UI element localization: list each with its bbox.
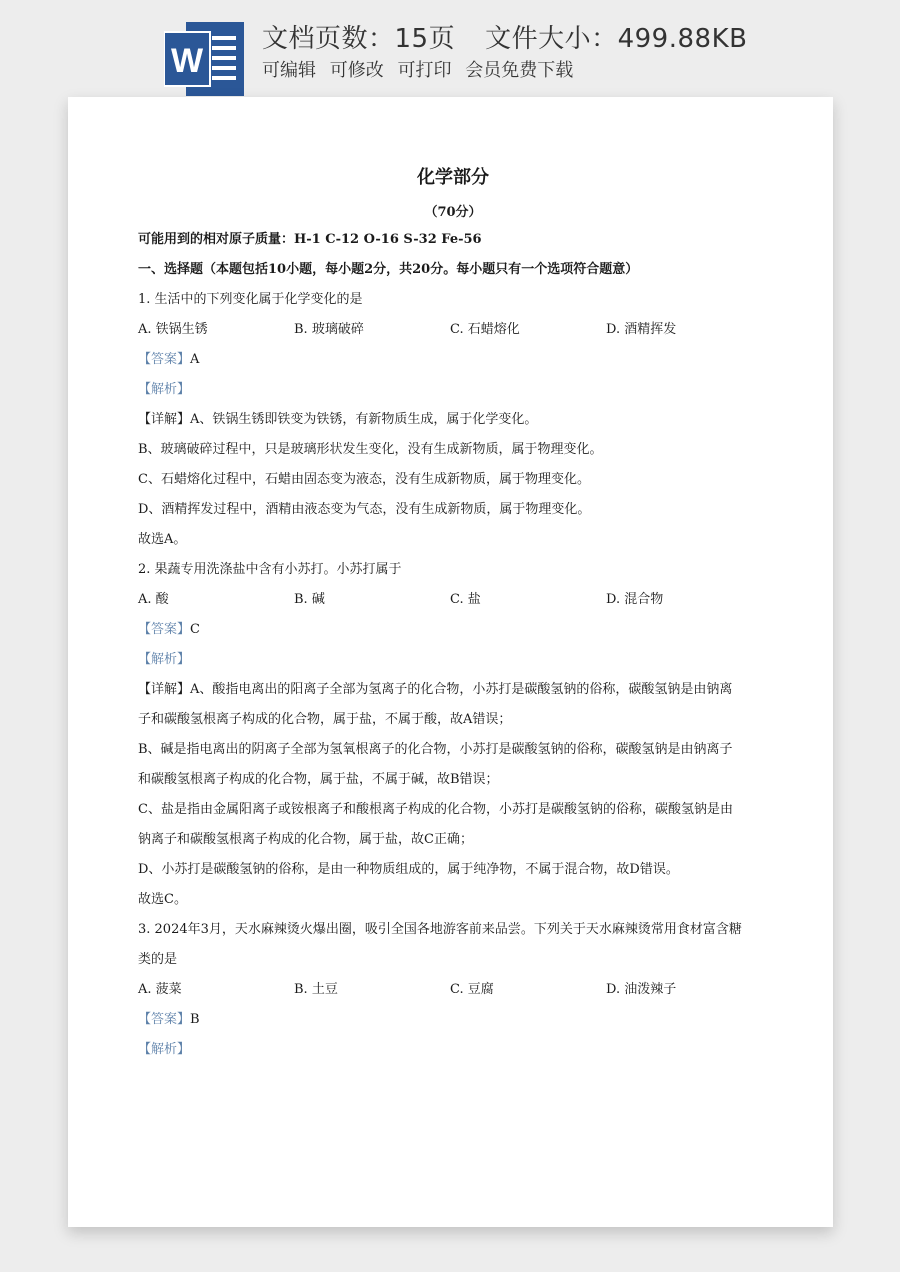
doc-title: 化学部分	[417, 167, 489, 188]
q2-detail-line: 子和碳酸氢根离子构成的化合物，属于盐，不属于酸，故A错误；	[138, 712, 512, 727]
file-info	[262, 18, 747, 55]
q2-conclusion: 故选C。	[138, 892, 187, 907]
q1-option-c: C. 石蜡熔化	[450, 322, 520, 337]
feature-editable: 可编辑	[262, 60, 316, 81]
q2-detail-line: 【详解】A、酸指电离出的阳离子全部为氢离子的化合物，小苏打是碳酸氢钠的俗称，碳酸氢钠是由钠离	[138, 682, 733, 697]
q2-option-d: D. 混合物	[606, 592, 664, 607]
q1-option-d: D. 酒精挥发	[606, 322, 677, 337]
q2-answer-value: C	[190, 622, 200, 637]
q1-option-b: B. 玻璃破碎	[294, 322, 364, 337]
answer-tag: 【答案】	[138, 352, 191, 367]
q1-answer-value: A	[190, 352, 200, 367]
q2-option-b: B. 碱	[294, 592, 325, 607]
q1-stem: 1. 生活中的下列变化属于化学变化的是	[138, 292, 363, 307]
q2-answer	[138, 621, 200, 639]
q3-option-d: D. 油泼辣子	[606, 982, 677, 997]
q2-detail-line: B、碱是指电离出的阴离子全部为氢氧根离子的化合物，小苏打是碳酸氢钠的俗称，碳酸氢钠是由钠离子	[138, 742, 733, 757]
feature-printable: 可打印	[397, 60, 452, 81]
q3-stem-line: 类的是	[138, 952, 178, 967]
feature-list	[262, 56, 581, 82]
page-count-label: 文档页数：15页	[262, 24, 456, 54]
q1-analysis-tag: 【解析】	[138, 382, 191, 397]
q2-detail-line: D、小苏打是碳酸氢钠的俗称，是由一种物质组成的，属于纯净物，不属于混合物，故D错误。	[138, 862, 679, 877]
document-page	[68, 97, 833, 1227]
q2-detail-line: 和碳酸氢根离子构成的化合物，属于盐，不属于碱，故B错误；	[138, 772, 499, 787]
q3-answer	[138, 1011, 200, 1029]
q3-stem-line: 3. 2024年3月，天水麻辣烫火爆出圈，吸引全国各地游客前来品尝。下列关于天水麻辣烫常用食材富含糖	[138, 922, 742, 937]
q2-detail-line: C、盐是指由金属阳离子或铵根离子和酸根离子构成的化合物，小苏打是碳酸氢钠的俗称，碳酸氢钠是由	[138, 802, 733, 817]
q2-detail-line: 钠离子和碳酸氢根离子构成的化合物，属于盐，故C正确；	[138, 832, 473, 847]
q3-option-a: A. 菠菜	[138, 982, 182, 997]
q1-conclusion: 故选A。	[138, 532, 187, 547]
q1-detail-line: C、石蜡熔化过程中，石蜡由固态变为液态，没有生成新物质，属于物理变化。	[138, 472, 590, 487]
q1-answer	[138, 351, 199, 369]
word-icon-letter: W	[170, 42, 204, 80]
q3-answer-value: B	[190, 1012, 200, 1027]
q1-detail-line: D、酒精挥发过程中，酒精由液态变为气态，没有生成新物质，属于物理变化。	[138, 502, 591, 517]
q3-analysis-tag: 【解析】	[138, 1042, 191, 1057]
q1-detail-line: B、玻璃破碎过程中，只是玻璃形状发生变化，没有生成新物质，属于物理变化。	[138, 442, 603, 457]
answer-tag: 【答案】	[138, 1012, 191, 1027]
section-heading: 一、选择题（本题包括10小题，每小题2分，共20分。每小题只有一个选项符合题意）	[138, 262, 639, 277]
q2-option-c: C. 盐	[450, 592, 481, 607]
q1-detail-line: 【详解】A、铁锅生锈即铁变为铁锈，有新物质生成，属于化学变化。	[138, 412, 538, 427]
word-document-icon	[164, 22, 244, 96]
q2-option-a: A. 酸	[138, 592, 169, 607]
download-banner	[0, 0, 900, 100]
atomic-masses: 可能用到的相对原子质量：H-1 C-12 O-16 S-32 Fe-56	[138, 232, 482, 247]
q3-option-c: C. 豆腐	[450, 982, 494, 997]
q3-option-b: B. 土豆	[294, 982, 338, 997]
q2-analysis-tag: 【解析】	[138, 652, 191, 667]
q2-stem: 2. 果蔬专用洗涤盐中含有小苏打。小苏打属于	[138, 562, 402, 577]
feature-modifiable: 可修改	[329, 60, 384, 81]
file-size-label: 文件大小：499.88KB	[485, 24, 748, 54]
feature-member-download[interactable]: 会员免费下载	[465, 60, 574, 81]
q1-option-a: A. 铁锅生锈	[138, 322, 208, 337]
doc-score: （70分）	[424, 205, 482, 220]
answer-tag: 【答案】	[138, 622, 191, 637]
